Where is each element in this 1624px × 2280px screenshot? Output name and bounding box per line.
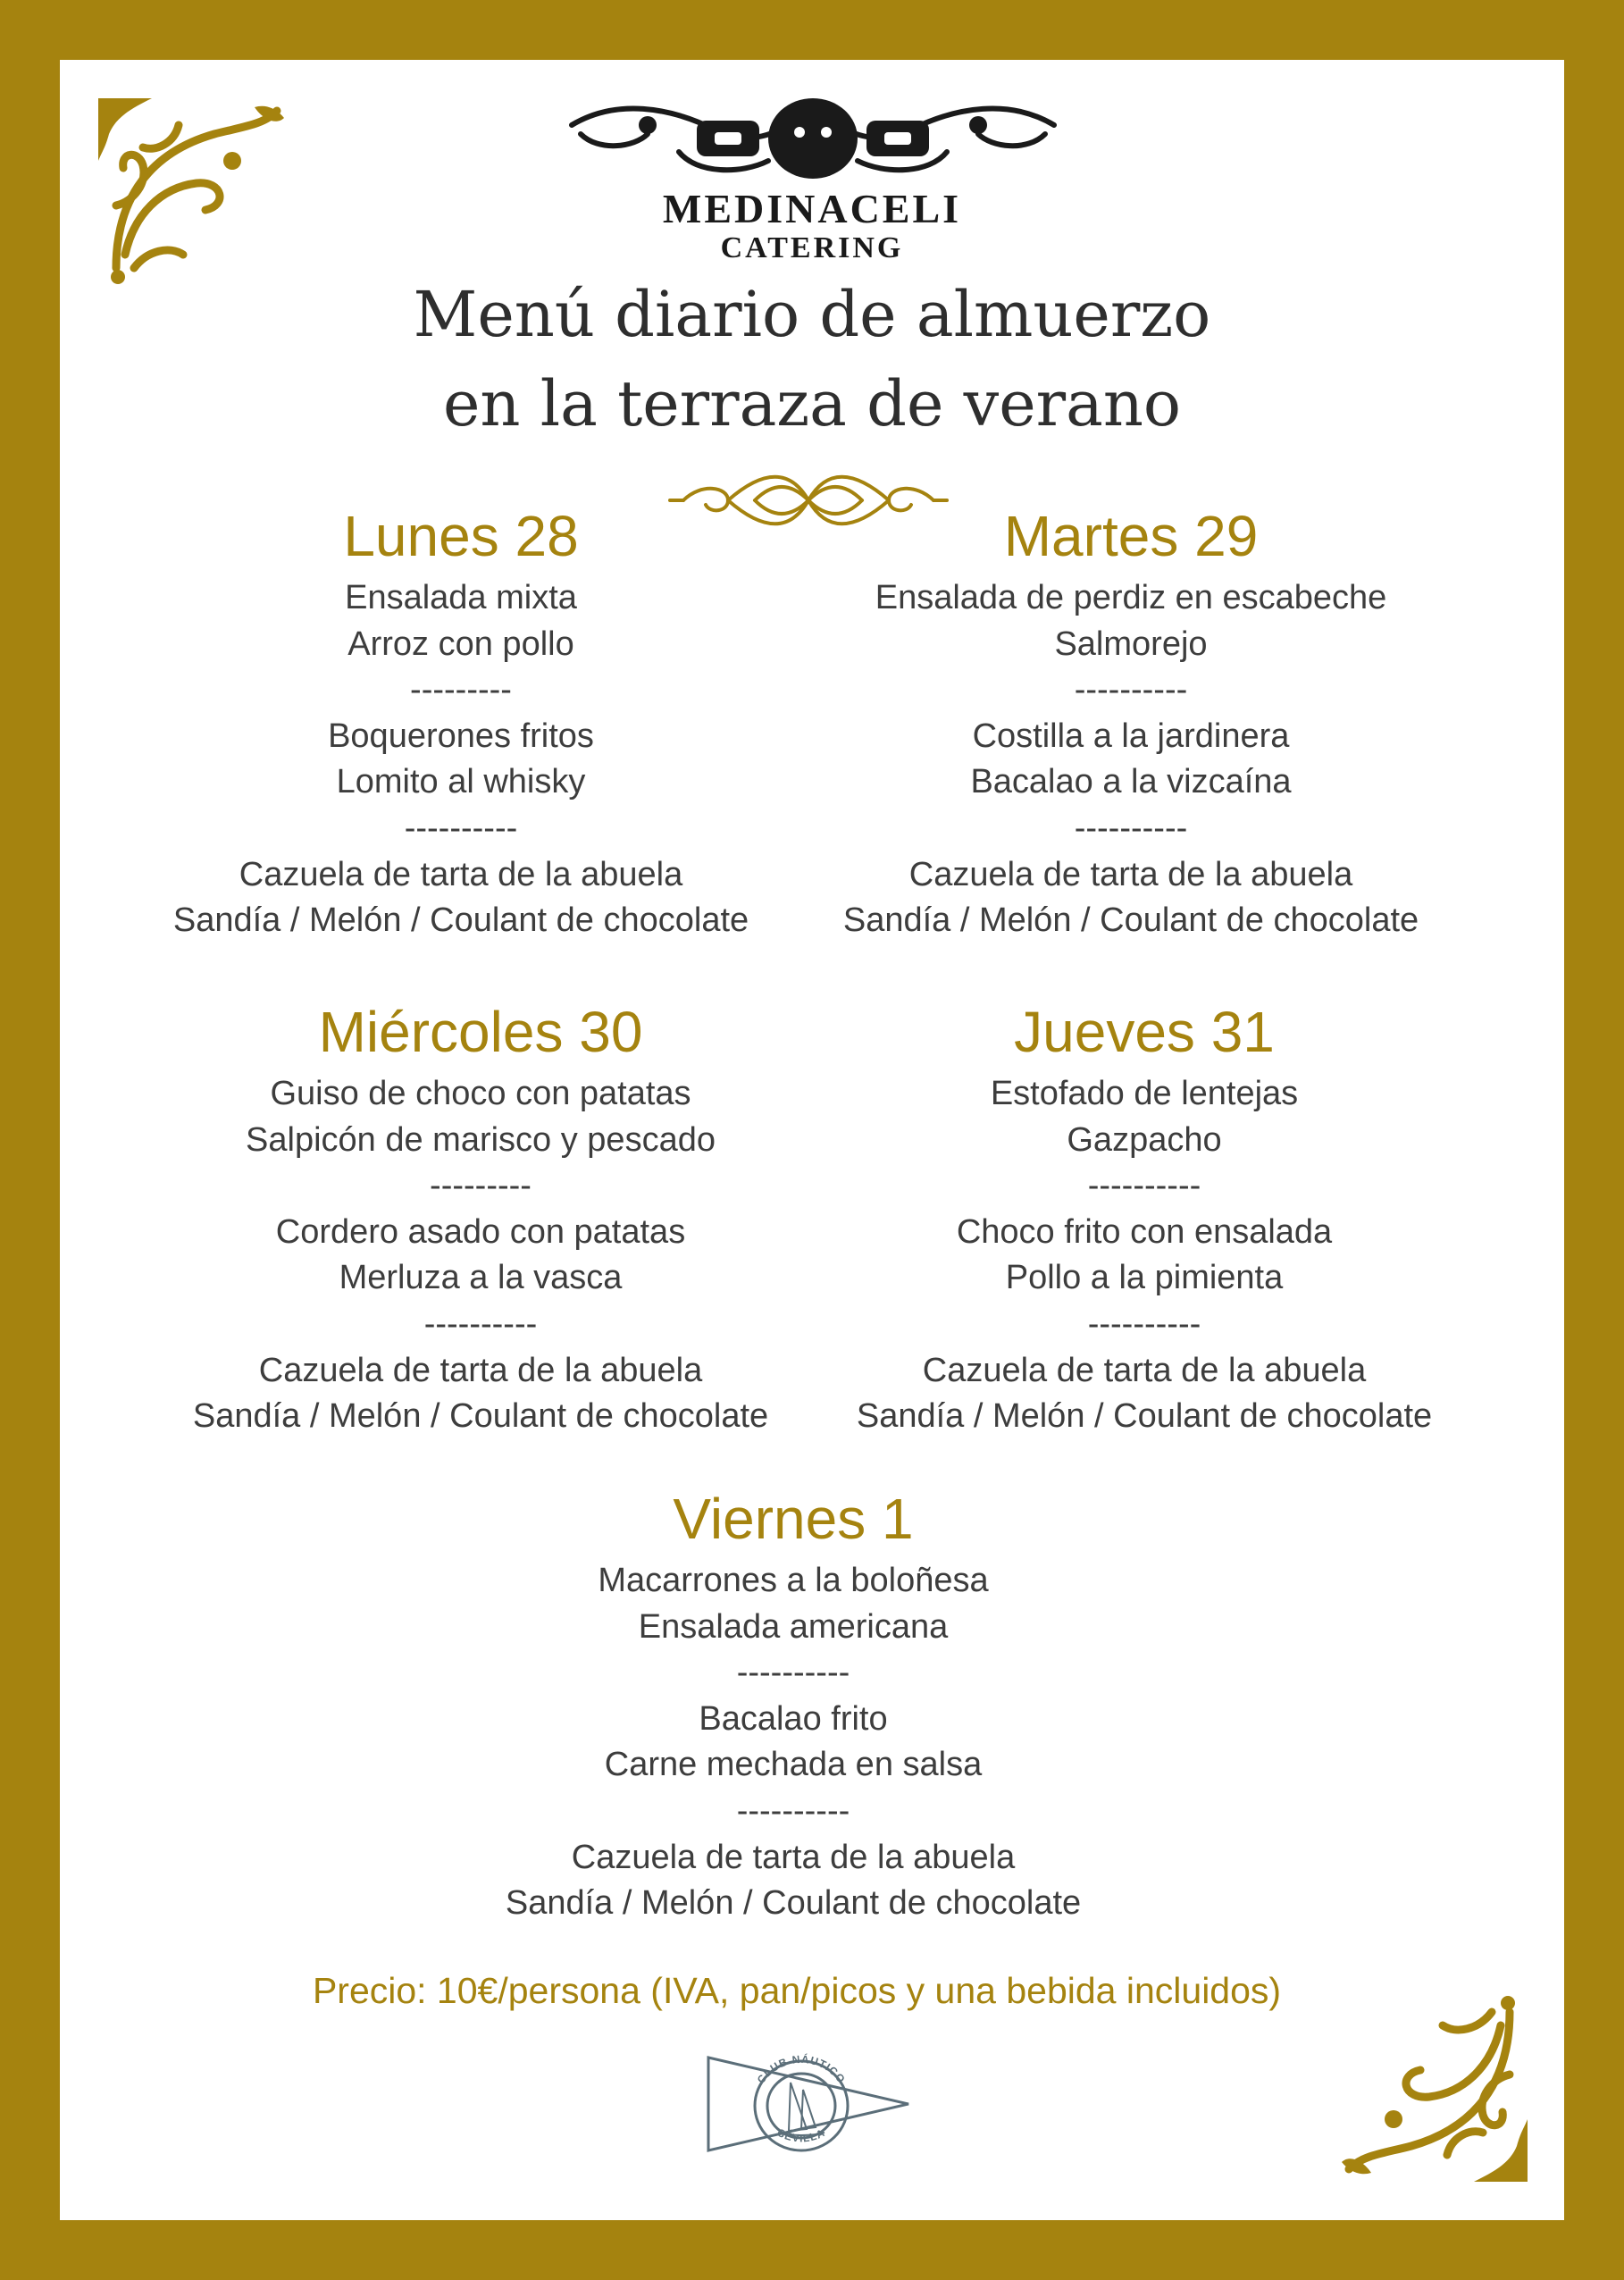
menu-item: Cazuela de tarta de la abuela	[922, 1351, 1367, 1389]
day-title: Lunes 28	[343, 504, 579, 568]
course-separator: ----------	[736, 1654, 850, 1692]
menu-item: Sandía / Melón / Coulant de chocolate	[192, 1397, 769, 1436]
club-logo-bottom-text: SEVILLA	[775, 2125, 827, 2145]
day-menu-thursday	[787, 996, 1502, 1440]
menu-item: Macarrones a la boloñesa	[598, 1562, 989, 1599]
menu-item: Boquerones fritos	[328, 717, 594, 755]
menu-item: Cazuela de tarta de la abuela	[908, 855, 1353, 893]
page-title-line-2: en la terraza de verano	[442, 367, 1182, 440]
day-menu-wednesday	[123, 996, 838, 1440]
menu-item: Bacalao a la vizcaína	[970, 763, 1292, 801]
menu-item: Choco frito con ensalada	[956, 1212, 1333, 1251]
course-separator: ---------	[430, 1167, 532, 1205]
menu-item: Cordero asado con patatas	[275, 1212, 686, 1251]
brand-subtitle: CATERING	[720, 231, 904, 264]
club-logo-top-text: CLUB NÁUTICO	[754, 2052, 849, 2086]
menu-item: Salpicón de marisco y pescado	[246, 1120, 716, 1159]
menu-item: Carne mechada en salsa	[604, 1746, 983, 1784]
menu-item: Pollo a la pimienta	[1005, 1259, 1284, 1297]
menu-item: Lomito al whisky	[336, 763, 586, 801]
menu-item: Gazpacho	[1067, 1120, 1222, 1159]
course-separator: ----------	[1074, 809, 1188, 847]
day-title: Martes 29	[1003, 504, 1259, 568]
menu-item: Ensalada mixta	[345, 579, 577, 616]
day-menu-monday	[104, 500, 818, 944]
menu-item: Salmorejo	[1054, 624, 1208, 663]
brand-crest-ornament	[563, 89, 1063, 188]
menu-item: Ensalada de perdiz en escabeche	[875, 579, 1387, 616]
menu-item: Sandía / Melón / Coulant de chocolate	[842, 901, 1419, 940]
svg-text:CLUB NÁUTICO	[755, 2052, 849, 2086]
club-nautico-logo	[701, 2050, 916, 2158]
brand-name: MEDINACELI	[662, 186, 962, 231]
menu-item: Costilla a la jardinera	[972, 717, 1290, 755]
menu-item: Sandía / Melón / Coulant de chocolate	[505, 1884, 1082, 1923]
day-title: Jueves 31	[1014, 1000, 1275, 1064]
menu-item: Estofado de lentejas	[990, 1075, 1299, 1112]
menu-item: Merluza a la vasca	[339, 1259, 623, 1297]
course-separator: ----------	[1074, 671, 1188, 709]
course-separator: ----------	[1087, 1167, 1201, 1205]
course-separator: ---------	[410, 671, 512, 709]
course-separator: ----------	[736, 1791, 850, 1830]
corner-flourish-bottom-right	[1340, 1994, 1528, 2182]
menu-item: Cazuela de tarta de la abuela	[571, 1838, 1016, 1876]
menu-item: Arroz con pollo	[347, 624, 574, 663]
day-title: Miércoles 30	[318, 1000, 643, 1064]
day-menu-tuesday	[774, 500, 1488, 944]
menu-item: Sandía / Melón / Coulant de chocolate	[856, 1397, 1433, 1436]
course-separator: ----------	[423, 1304, 538, 1343]
course-separator: ----------	[404, 809, 518, 847]
menu-item: Cazuela de tarta de la abuela	[258, 1351, 703, 1389]
menu-item: Sandía / Melón / Coulant de chocolate	[172, 901, 749, 940]
day-title: Viernes 1	[673, 1487, 914, 1551]
day-menu-friday	[436, 1483, 1151, 1927]
course-separator: ----------	[1087, 1304, 1201, 1343]
menu-item: Ensalada americana	[638, 1607, 949, 1646]
page-title-line-1: Menú diario de almuerzo	[413, 278, 1211, 351]
price-note: Precio: 10€/persona (IVA, pan/picos y una bebida incluidos)	[312, 1970, 1282, 2011]
menu-item: Bacalao frito	[699, 1699, 888, 1738]
menu-item: Guiso de choco con patatas	[270, 1075, 691, 1112]
menu-item: Cazuela de tarta de la abuela	[239, 855, 683, 893]
